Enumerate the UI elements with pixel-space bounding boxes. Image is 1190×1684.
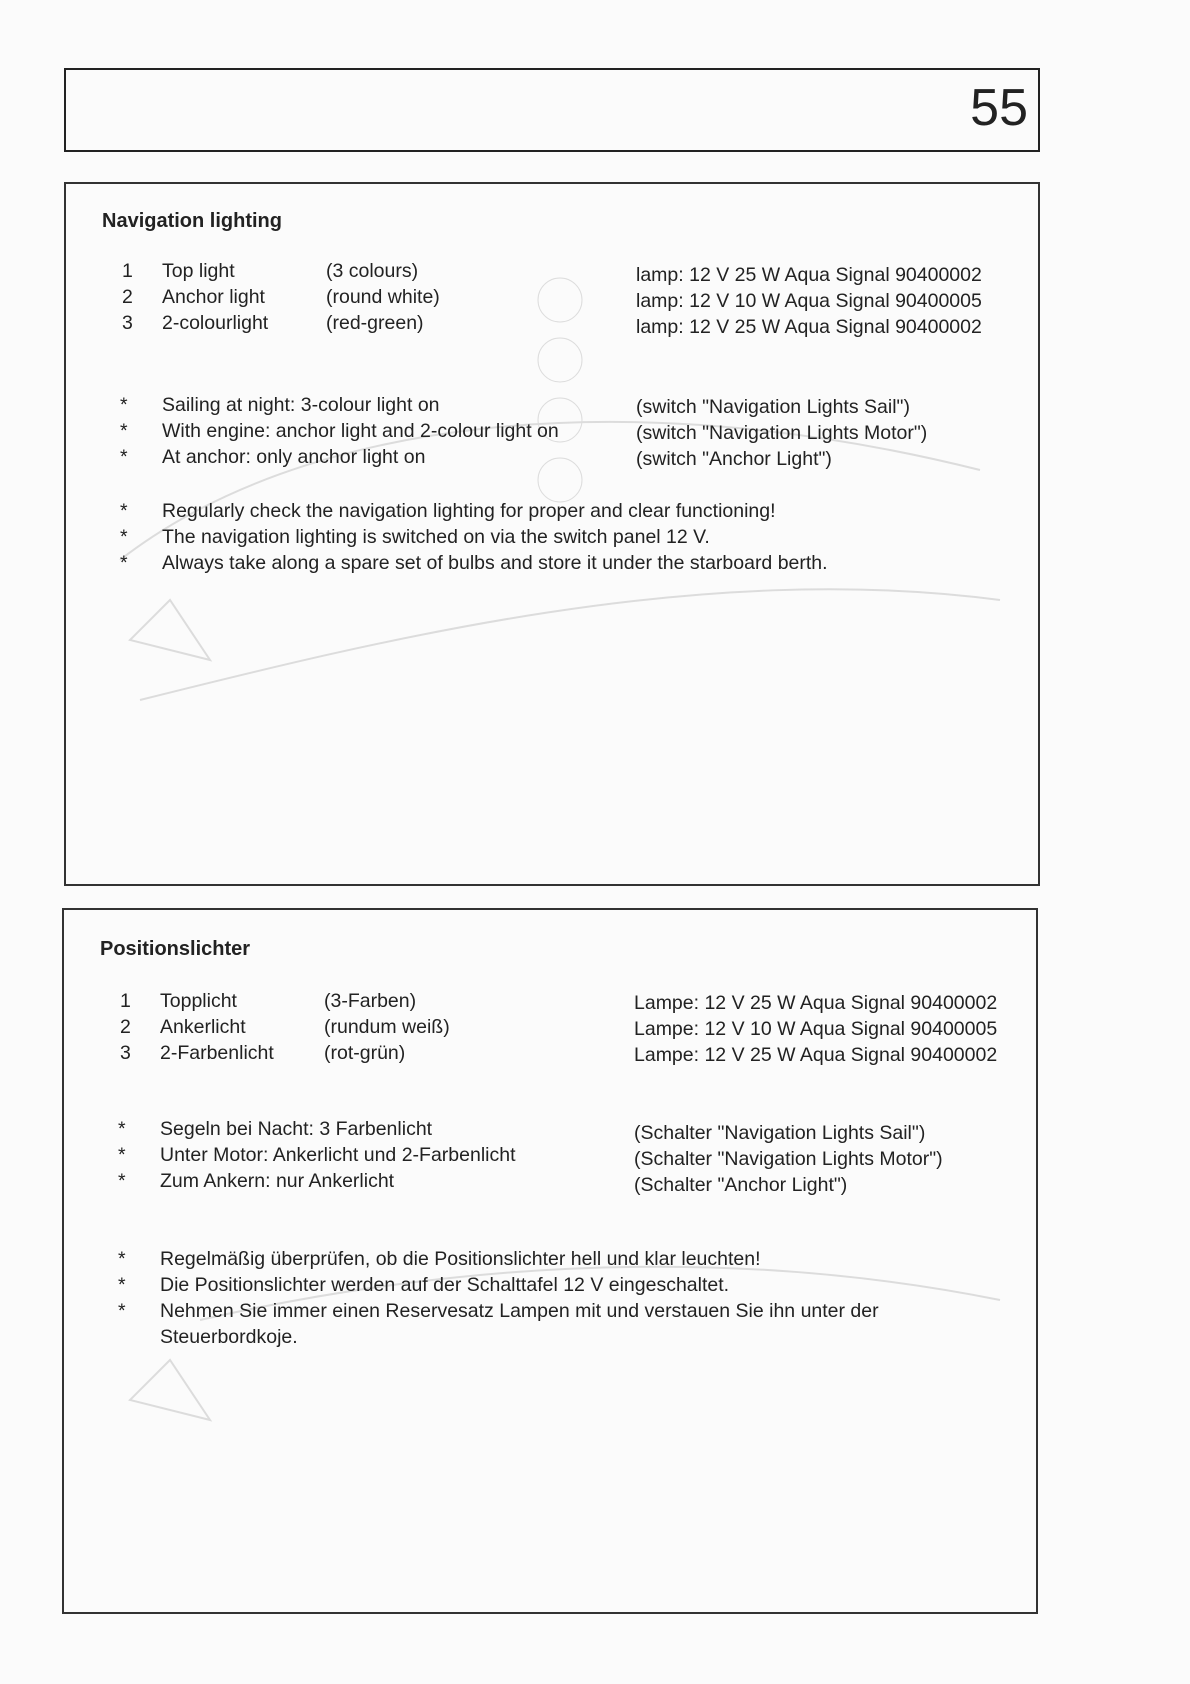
page-number: 55 [970, 79, 1028, 137]
bullet: * [120, 526, 128, 548]
light-number: 1 [120, 990, 131, 1012]
light-number: 3 [122, 312, 133, 334]
mode-switch: (switch "Navigation Lights Sail") [636, 396, 910, 418]
bullet: * [118, 1144, 126, 1166]
mode-switch: (Schalter "Navigation Lights Motor") [634, 1148, 943, 1170]
mode-switch: (switch "Anchor Light") [636, 448, 832, 470]
section-title: Navigation lighting [102, 210, 282, 232]
light-number: 2 [122, 286, 133, 308]
mode-text: Segeln bei Nacht: 3 Farbenlicht [160, 1118, 433, 1140]
section-title: Positionslichter [100, 938, 251, 960]
light-desc: (red-green) [326, 312, 424, 334]
note-text: Regelmäßig überprüfen, ob die Positionslichter hell und klar leuchten! [160, 1248, 761, 1270]
navigation-lighting-section [64, 182, 1040, 886]
light-lamp: lamp: 12 V 25 W Aqua Signal 90400002 [636, 264, 982, 286]
mode-text: Unter Motor: Ankerlicht und 2-Farbenlicht [160, 1144, 516, 1166]
light-number: 2 [120, 1016, 131, 1038]
light-name: Anchor light [162, 286, 265, 308]
light-desc: (3 colours) [326, 260, 419, 282]
note-text: Regularly check the navigation lighting for proper and clear functioning! [162, 500, 776, 522]
mode-text: Sailing at night: 3-colour light on [162, 394, 440, 416]
note-text: Always take along a spare set of bulbs and store it under the starboard berth. [162, 552, 828, 574]
bullet: * [120, 446, 128, 468]
light-name: Ankerlicht [160, 1016, 246, 1038]
bullet: * [118, 1118, 126, 1140]
mode-text: At anchor: only anchor light on [162, 446, 426, 468]
light-desc: (round white) [326, 286, 440, 308]
bullet: * [118, 1300, 126, 1322]
light-lamp: lamp: 12 V 10 W Aqua Signal 90400005 [636, 290, 982, 312]
light-lamp: Lampe: 12 V 25 W Aqua Signal 90400002 [634, 992, 998, 1014]
mode-switch: (Schalter "Navigation Lights Sail") [634, 1122, 926, 1144]
mode-text: With engine: anchor light and 2-colour light on [162, 420, 559, 442]
light-name: 2-Farbenlicht [160, 1042, 274, 1064]
note-text: Die Positionslichter werden auf der Schalttafel 12 V eingeschaltet. [160, 1274, 730, 1296]
mode-text: Zum Ankern: nur Ankerlicht [160, 1170, 395, 1192]
light-lamp: Lampe: 12 V 25 W Aqua Signal 90400002 [634, 1044, 998, 1066]
bullet: * [118, 1170, 126, 1192]
note-text: Nehmen Sie immer einen Reservesatz Lampen mit und verstauen Sie ihn unter der Steuerbordkoje. [160, 1300, 879, 1348]
bullet: * [120, 552, 128, 574]
bullet: * [118, 1248, 126, 1270]
light-lamp: Lampe: 12 V 10 W Aqua Signal 90400005 [634, 1018, 998, 1040]
light-desc: (rot-grün) [324, 1042, 406, 1064]
mode-switch: (Schalter "Anchor Light") [634, 1174, 848, 1196]
note-text: The navigation lighting is switched on via the switch panel 12 V. [162, 526, 710, 548]
positionslichter-section [62, 908, 1038, 1614]
light-name: 2-colourlight [162, 312, 269, 334]
light-desc: (3-Farben) [324, 990, 417, 1012]
mode-switch: (switch "Navigation Lights Motor") [636, 422, 928, 444]
bullet: * [120, 500, 128, 522]
light-desc: (rundum weiß) [324, 1016, 450, 1038]
page-header-box [64, 68, 1040, 152]
bullet: * [120, 420, 128, 442]
light-lamp: lamp: 12 V 25 W Aqua Signal 90400002 [636, 316, 982, 338]
bullet: * [120, 394, 128, 416]
light-number: 3 [120, 1042, 131, 1064]
light-number: 1 [122, 260, 133, 282]
light-name: Topplicht [160, 990, 237, 1012]
bullet: * [118, 1274, 126, 1296]
light-name: Top light [162, 260, 235, 282]
